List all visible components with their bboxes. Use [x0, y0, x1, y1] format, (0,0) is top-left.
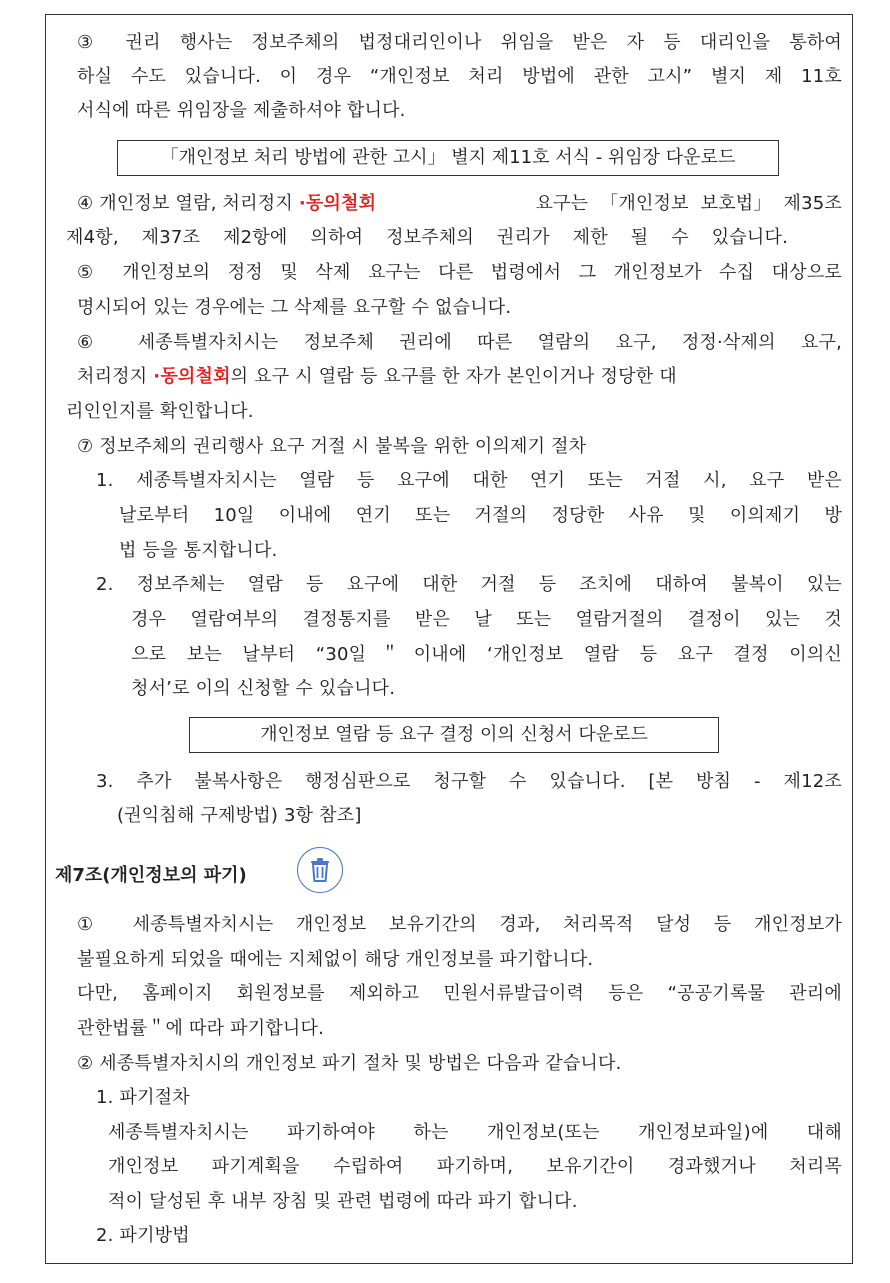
trash-icon-svg [308, 857, 332, 883]
item7-sub1-line-3: 법 등을 통지합니다. [119, 540, 278, 561]
article7-heading: 제7조(개인정보의 파기) [55, 865, 247, 886]
item4-post: 요구는 「개인정보 보호법」 제35조 [535, 193, 842, 214]
item6-line-2 [77, 362, 842, 392]
item4-line-2: 제4항, 제37조 제2항에 의하여 정보주체의 권리가 제한 될 수 있습니다. [66, 227, 788, 248]
item7-sub2-line-1: 2. 정보주체는 열람 등 요구에 대한 거절 등 조치에 대하여 불복이 있는 [96, 574, 842, 595]
article7-p1-line-3: 다만, 홈페이지 회원정보를 제외하고 민원서류발급이력 등은 “공공기록물 관리에 [77, 983, 842, 1004]
item7-sub3-line-1: 3. 추가 불복사항은 행정심판으로 청구할 수 있습니다. [본 방침 - 제12조 [96, 771, 842, 792]
consent-withdrawal-highlight-2: ·동의철회 [153, 366, 231, 387]
item6-line-1: ⑥ 세종특별자치시는 정보주체 권리에 따른 열람의 요구, 정정·삭제의 요구, [77, 332, 842, 353]
article7-p1-line-4: 관한법률＂에 따라 파기합니다. [77, 1018, 325, 1039]
item7-sub2-line-4: 청서’로 이의 신청할 수 있습니다. [131, 678, 396, 699]
item7-sub1-line-2: 날로부터 10일 이내에 연기 또는 거절의 정당한 사유 및 이의제기 방 [119, 505, 842, 526]
consent-withdrawal-highlight: ·동의철회 [298, 193, 377, 214]
item4-line-1-text-a [77, 189, 376, 219]
item7-title: ⑦ 정보주체의 권리행사 요구 거절 시 불복을 위한 이의제기 절차 [77, 436, 587, 457]
item5-line-1: ⑤ 개인정보의 정정 및 삭제 요구는 다른 법령에서 그 개인정보가 수집 대상으로 [77, 262, 842, 283]
item3-line-2: 하실 수도 있습니다. 이 경우 “개인정보 처리 방법에 관한 고시” 별지 제 11호 [77, 66, 842, 87]
item7-sub2-line-3: 으로 보는 날부터 “30일＂이내에 ‘개인정보 열람 등 요구 결정 이의신 [131, 644, 842, 665]
article7-sub1-line-2: 개인정보 파기계획을 수립하여 파기하며, 보유기간이 경과했거나 처리목 [108, 1156, 842, 1177]
item3-line-1: ③ 권리 행사는 정보주체의 법정대리인이나 위임을 받은 자 등 대리인을 통하여 [77, 32, 842, 53]
article7-p1-line-1: ① 세종특별자치시는 개인정보 보유기간의 경과, 처리목적 달성 등 개인정보가 [77, 914, 842, 935]
article7-sub1-line-3: 적이 달성된 후 내부 장침 및 관련 법령에 따라 파기 합니다. [108, 1191, 578, 1212]
trash-icon [297, 847, 343, 893]
item7-sub3-line-2: (권익침해 구제방법) 3항 참조] [117, 805, 362, 826]
item6-post: 의 요구 시 열람 등 요구를 한 자가 본인이거나 정당한 대 [230, 366, 677, 387]
article7-p1-line-2: 불필요하게 되었을 때에는 지체없이 해당 개인정보를 파기합니다. [77, 949, 594, 970]
article7-sub1-line-1: 세종특별자치시는 파기하여야 하는 개인정보(또는 개인정보파일)에 대해 [108, 1122, 842, 1143]
power-of-attorney-download-button[interactable]: 「개인정보 처리 방법에 관한 고시」 별지 제11호 서식 - 위임장 다운로드 [117, 140, 779, 176]
item5-line-2: 명시되어 있는 경우에는 그 삭제를 요구할 수 없습니다. [77, 297, 512, 318]
item7-sub1-line-1: 1. 세종특별자치시는 열람 등 요구에 대한 연기 또는 거절 시, 요구 받은 [96, 470, 842, 491]
item4-pre: ④ 개인정보 열람, 처리정지 [77, 193, 293, 214]
item3-line-3: 서식에 따른 위임장을 제출하셔야 합니다. [77, 100, 406, 121]
article7-sub2-title: 2. 파기방법 [96, 1225, 190, 1246]
item6-pre: 처리정지 [77, 366, 148, 387]
item7-sub2-line-2: 경우 열람여부의 결정통지를 받은 날 또는 열람거절의 결정이 있는 것 [131, 609, 842, 630]
item4-line-1 [77, 189, 842, 219]
item6-line-2-head [77, 362, 677, 392]
article7-sub1-title: 1. 파기절차 [96, 1087, 190, 1108]
article7-p2: ② 세종특별자치시의 개인정보 파기 절차 및 방법은 다음과 같습니다. [77, 1053, 622, 1074]
objection-form-download-button[interactable]: 개인정보 열람 등 요구 결정 이의 신청서 다운로드 [189, 717, 719, 753]
item6-line-3: 리인인지를 확인합니다. [66, 401, 254, 422]
